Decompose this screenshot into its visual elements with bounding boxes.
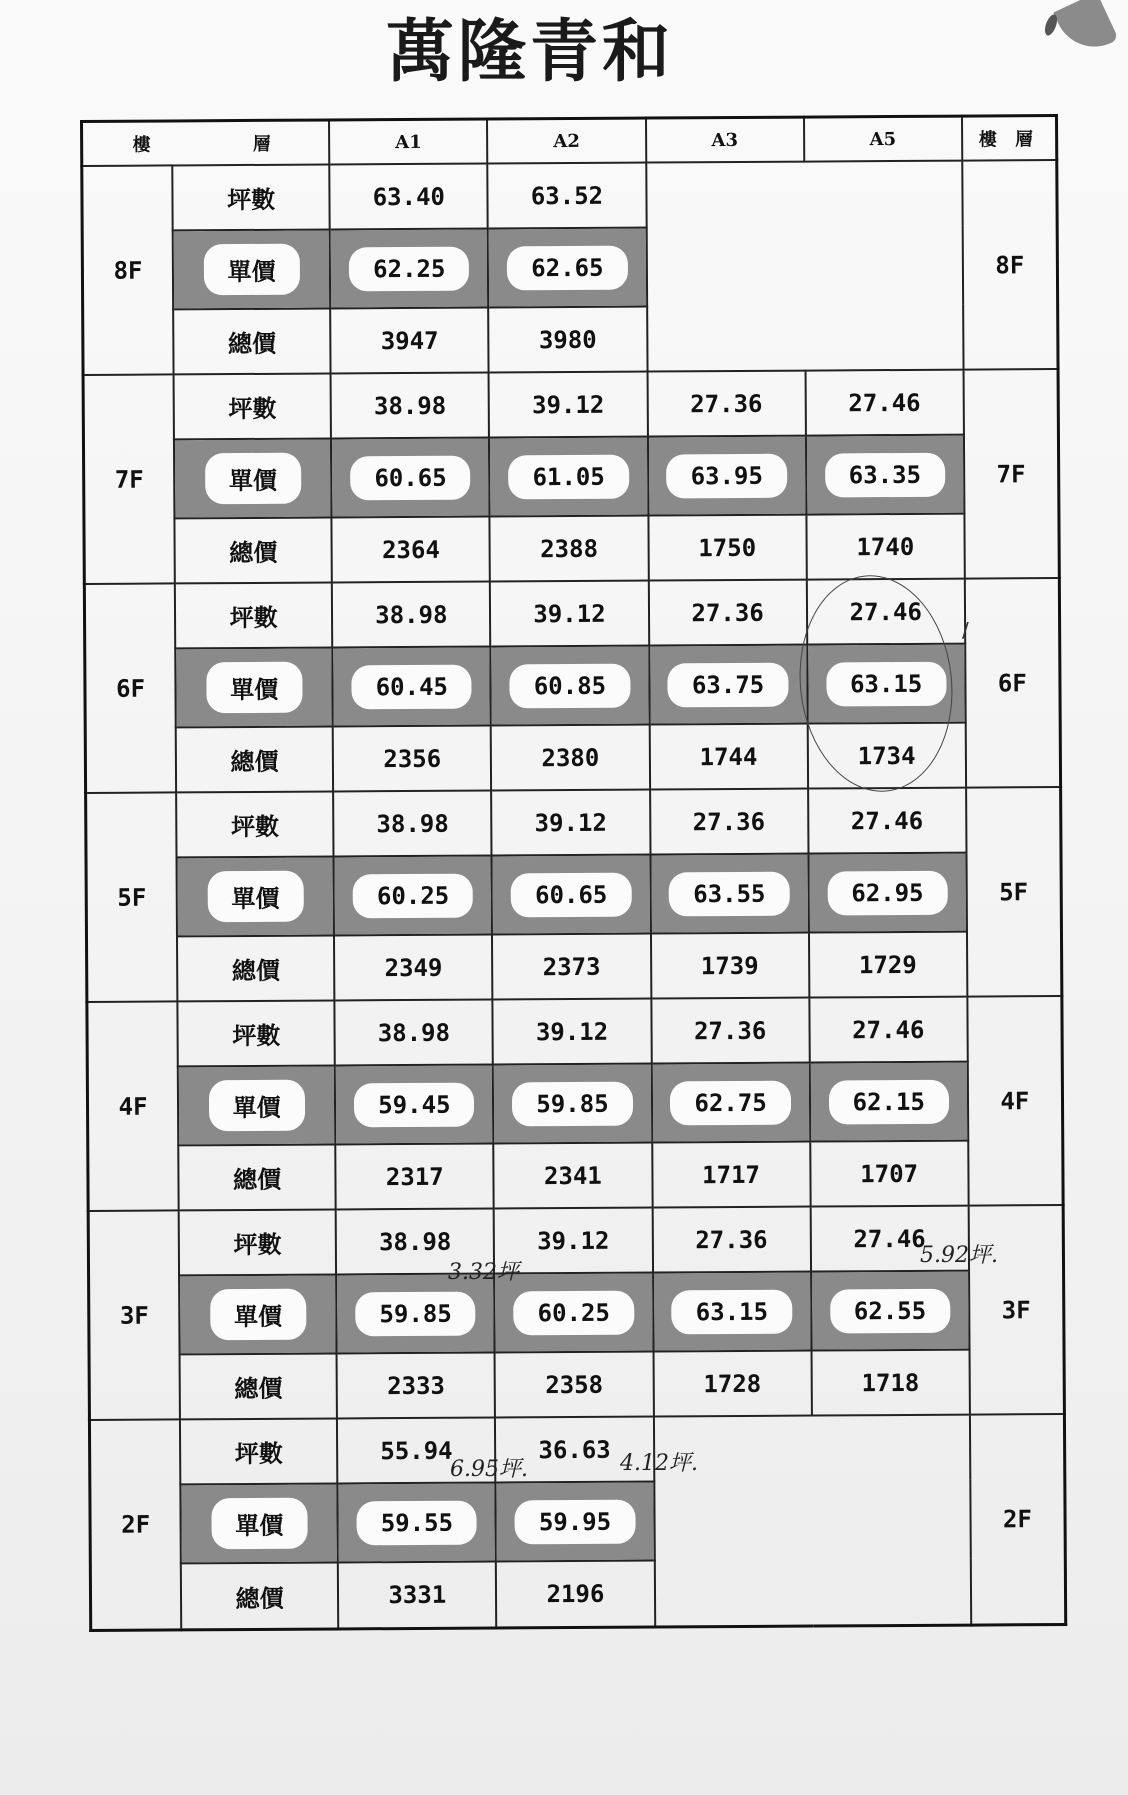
value-cell: [488, 228, 647, 308]
row-label: 總價: [180, 1354, 338, 1420]
value-text: 60.25: [518, 1295, 630, 1332]
handwritten-note: 4.12坪.: [620, 1451, 698, 1476]
value-text: 62.55: [834, 1293, 946, 1330]
value-text: 59.85: [516, 1085, 628, 1122]
row-label: 總價: [176, 727, 334, 793]
handwritten-note: 6.95坪.: [450, 1457, 528, 1482]
table-row: [86, 852, 1061, 937]
value-cell: 27.36: [652, 1207, 811, 1273]
price-table: [80, 114, 1067, 1632]
row-label: [180, 1484, 338, 1564]
value-cell: [334, 856, 493, 936]
value-cell: 2364: [332, 517, 491, 583]
row-label: 坪數: [174, 374, 332, 440]
table-row: [84, 513, 1059, 584]
value-cell: 36.63: [495, 1417, 654, 1483]
value-text: 60.85: [514, 667, 626, 704]
row-label-text: 單價: [210, 666, 298, 710]
row-label: 總價: [177, 936, 335, 1002]
value-cell: 2333: [337, 1353, 496, 1419]
row-label: 坪數: [176, 792, 334, 858]
floor-label: 2F: [89, 1420, 181, 1631]
floor-header-right: 樓 層: [962, 116, 1057, 161]
value-text: 62.25: [353, 250, 465, 287]
floor-label-right: 3F: [968, 1205, 1064, 1415]
floor-label: 4F: [87, 1002, 179, 1212]
value-cell: 2358: [495, 1352, 654, 1418]
document-title: 萬隆青和: [385, 12, 674, 92]
table-row: [86, 787, 1061, 858]
table-row: [89, 1270, 1064, 1355]
value-cell: [331, 438, 490, 518]
floor-header: 樓 層: [82, 120, 330, 166]
value-cell: [493, 1064, 652, 1144]
table-row: [86, 931, 1061, 1002]
table-row: [88, 1140, 1063, 1211]
value-text: 62.65: [511, 249, 623, 286]
row-label-text: 單價: [209, 457, 297, 501]
row-label: 坪數: [172, 164, 330, 230]
value-text: 63.55: [673, 875, 785, 912]
value-cell: 63.40: [330, 164, 489, 230]
unit-header: A1: [329, 119, 487, 164]
row-label: 總價: [178, 1145, 336, 1211]
value-text: 63.35: [829, 456, 941, 493]
value-cell: 3331: [338, 1562, 497, 1629]
value-cell: 27.46: [809, 997, 968, 1063]
value-cell: 2373: [492, 934, 651, 1000]
value-cell: 1717: [652, 1142, 811, 1208]
row-label-text: 單價: [207, 248, 295, 292]
floor-label: 5F: [86, 793, 178, 1003]
row-label-text: 單價: [214, 1293, 302, 1337]
row-label: [179, 1275, 337, 1355]
value-text: 59.95: [519, 1504, 631, 1541]
value-cell: [806, 435, 965, 515]
value-cell: 1740: [806, 514, 965, 580]
floor-label-right: 8F: [962, 160, 1058, 370]
value-cell: [332, 647, 491, 727]
row-label-text: 單價: [213, 1084, 301, 1128]
value-cell: [496, 1482, 655, 1562]
value-text: 62.95: [831, 874, 943, 911]
value-cell: 2317: [336, 1144, 495, 1210]
value-cell: 38.98: [335, 1000, 494, 1066]
value-cell: 1734: [807, 723, 966, 789]
value-cell: 27.36: [647, 371, 806, 437]
value-cell: [809, 1062, 968, 1142]
value-cell: 3947: [330, 308, 489, 374]
row-label: 總價: [175, 518, 333, 584]
value-cell: 27.46: [808, 788, 967, 854]
empty-cell: [653, 1415, 971, 1627]
value-cell: 38.98: [331, 373, 490, 439]
unit-header: A2: [487, 118, 645, 163]
row-label: [178, 1066, 336, 1146]
value-cell: [651, 1063, 810, 1143]
value-text: 60.65: [515, 876, 627, 913]
floor-label-right: 5F: [966, 787, 1062, 997]
value-cell: 63.52: [488, 163, 647, 229]
value-cell: 1707: [810, 1141, 969, 1207]
value-cell: 55.94: [337, 1418, 496, 1484]
value-cell: 2380: [491, 725, 650, 791]
value-text: 59.45: [358, 1086, 470, 1123]
floor-label-right: 6F: [965, 578, 1061, 788]
value-text: 61.05: [512, 458, 624, 495]
value-cell: [650, 854, 809, 934]
value-text: 63.15: [830, 665, 942, 702]
value-cell: 27.46: [810, 1206, 969, 1272]
value-cell: 39.12: [493, 999, 652, 1065]
value-cell: 39.12: [489, 372, 648, 438]
value-cell: 38.98: [333, 791, 492, 857]
table-row: [83, 369, 1058, 440]
handwritten-note: 3.32坪: [448, 1260, 519, 1285]
floor-label-right: 7F: [963, 369, 1059, 579]
table-row: [88, 1205, 1063, 1276]
row-label: [175, 648, 333, 728]
value-cell: 38.98: [332, 582, 491, 648]
value-cell: 2356: [333, 726, 492, 792]
floor-label-right: 2F: [970, 1414, 1066, 1625]
table-row: [83, 434, 1058, 519]
floor-label: 3F: [88, 1211, 180, 1421]
row-label: 坪數: [179, 1210, 337, 1276]
header-row: [82, 116, 1057, 166]
row-label: [173, 229, 331, 309]
value-cell: [647, 436, 806, 516]
floor-label-right: 4F: [967, 996, 1063, 1206]
row-label: 總價: [173, 309, 331, 375]
value-text: 60.45: [356, 668, 468, 705]
value-cell: [811, 1271, 970, 1351]
value-cell: 1718: [811, 1350, 970, 1416]
ink-dot: [1043, 13, 1060, 37]
value-cell: 1750: [648, 515, 807, 581]
value-text: 60.65: [354, 459, 466, 496]
value-cell: 2349: [334, 935, 493, 1001]
row-label: 坪數: [175, 583, 333, 649]
pen-mark: /: [962, 618, 969, 642]
floor-label: 6F: [84, 584, 176, 794]
handwritten-note: 5.92坪.: [920, 1243, 998, 1268]
value-cell: 38.98: [336, 1209, 495, 1275]
table-row: [89, 1414, 1064, 1485]
value-cell: 2196: [496, 1561, 655, 1628]
value-text: 59.55: [361, 1505, 473, 1542]
value-text: 62.15: [832, 1084, 944, 1121]
value-cell: [489, 437, 648, 517]
value-cell: 27.36: [648, 580, 807, 646]
value-cell: [330, 229, 489, 309]
value-cell: 1729: [809, 932, 968, 998]
value-cell: 27.46: [806, 579, 965, 645]
row-label: 總價: [181, 1563, 339, 1630]
value-cell: [492, 855, 651, 935]
row-label: [177, 857, 335, 937]
row-label-text: 單價: [215, 1502, 303, 1546]
row-label: 坪數: [180, 1419, 338, 1485]
value-cell: 1728: [653, 1351, 812, 1417]
table-row: [89, 1349, 1064, 1420]
table-row: [82, 160, 1057, 231]
value-text: 63.95: [671, 457, 783, 494]
value-cell: 2388: [490, 516, 649, 582]
value-cell: 2341: [494, 1143, 653, 1209]
value-cell: 39.12: [490, 581, 649, 647]
unit-header: A3: [646, 117, 804, 162]
value-cell: 27.36: [650, 789, 809, 855]
value-cell: 1744: [649, 724, 808, 790]
unit-header: A5: [804, 116, 962, 161]
value-text: 60.25: [357, 877, 469, 914]
ink-smudge: [1053, 0, 1118, 60]
empty-cell: [646, 161, 964, 372]
value-text: 59.85: [359, 1295, 471, 1332]
value-cell: [649, 645, 808, 725]
value-text: 63.75: [672, 666, 784, 703]
value-cell: 3980: [489, 307, 648, 373]
value-cell: 39.12: [494, 1208, 653, 1274]
value-cell: [338, 1483, 497, 1563]
table-row: [87, 996, 1062, 1067]
floor-label: 7F: [83, 374, 175, 584]
table-row: [87, 1061, 1062, 1146]
value-cell: [491, 646, 650, 726]
table-body: [82, 160, 1066, 1630]
value-cell: 39.12: [491, 790, 650, 856]
value-cell: 1739: [650, 933, 809, 999]
floor-label: 8F: [82, 165, 174, 375]
value-text: 63.15: [676, 1294, 788, 1331]
value-cell: [808, 853, 967, 933]
value-cell: [335, 1065, 494, 1145]
value-cell: [653, 1272, 812, 1352]
value-cell: 27.46: [805, 370, 964, 436]
row-label: 坪數: [178, 1001, 336, 1067]
row-label: [174, 439, 332, 519]
row-label-text: 單價: [211, 875, 299, 919]
value-cell: 27.36: [651, 998, 810, 1064]
value-text: 62.75: [674, 1084, 786, 1121]
